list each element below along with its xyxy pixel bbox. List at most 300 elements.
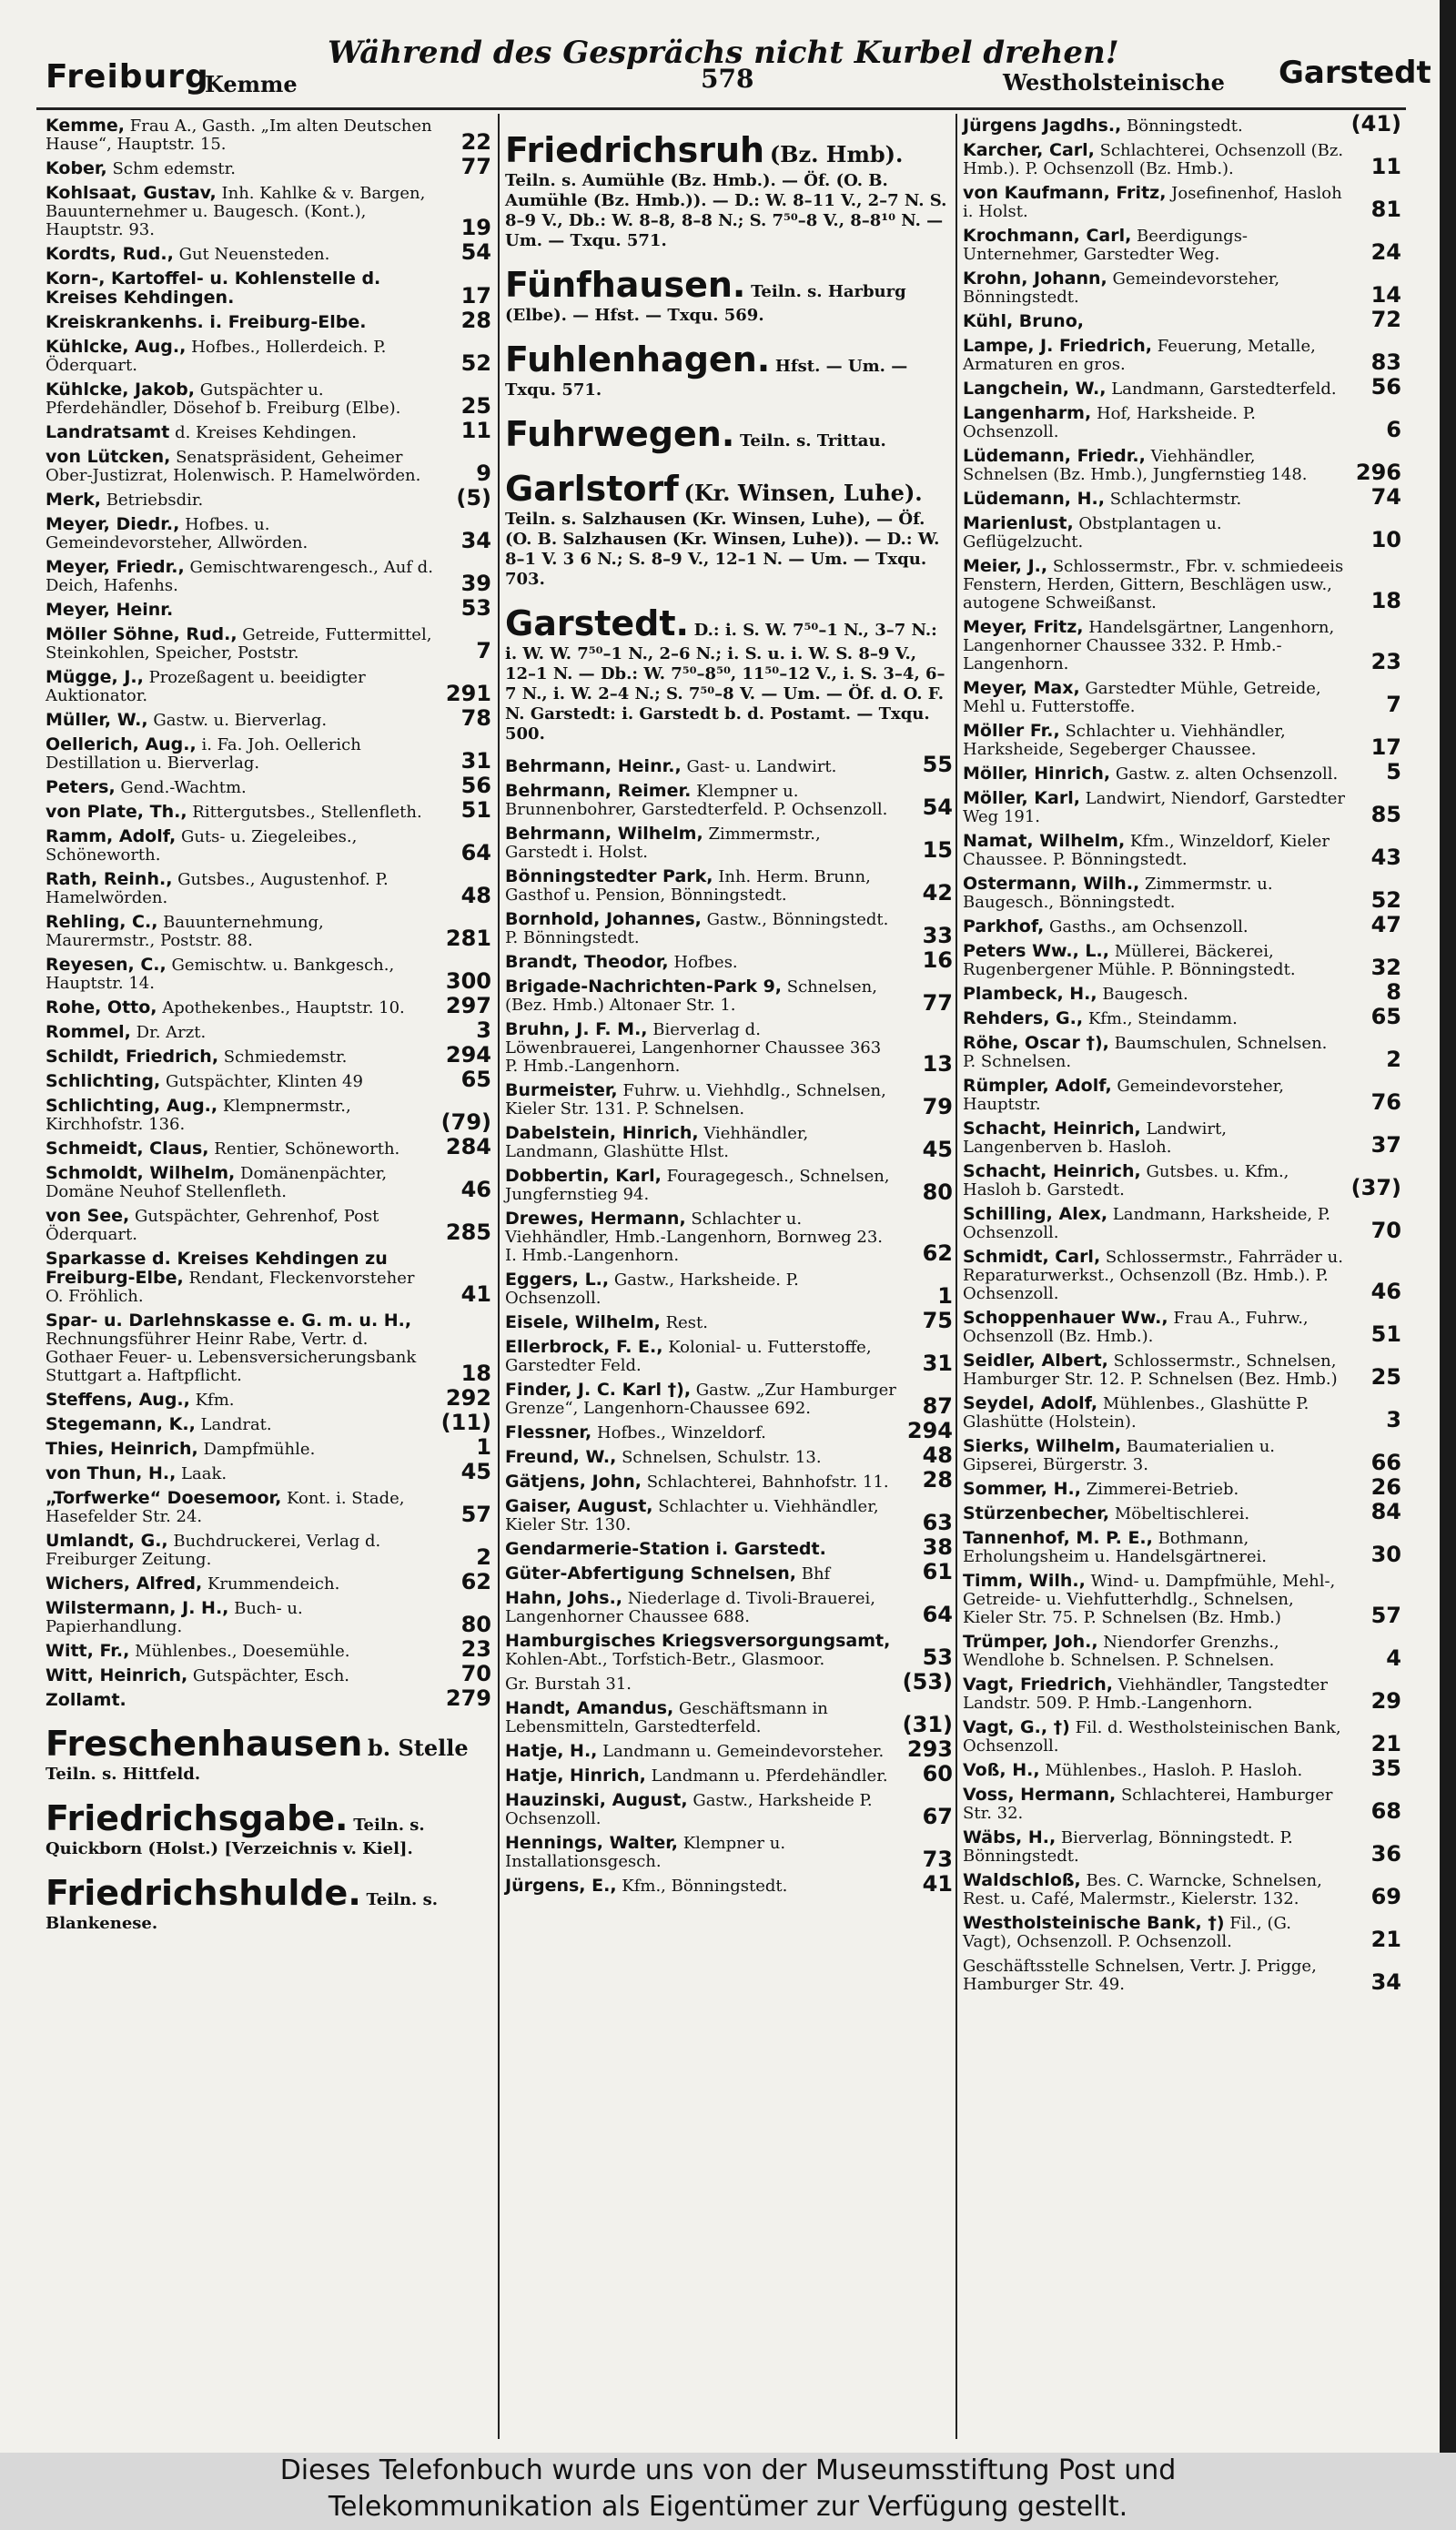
place-heading-block <box>505 129 953 251</box>
listing-details: Krummendeich. <box>207 1574 340 1594</box>
listing-details: Bhf <box>801 1564 831 1584</box>
place-info: D.: i. S. W. 7⁵⁰–1 N., 3–7 N.: i. W. W. 7⁵⁰–1 N., 2–6 N.; i. S. u. i. W. S. 8–9 V., 12–1 N. — Db.: W. 7⁵⁰–8⁵⁰, 11⁵⁰–12 V., i. S. 3–4, 6–7 N., i. W. 2–4 N.; S. 7⁵⁰–8 V. — Um. — Öf. d. O. F. N. Garstedt: i. Garstedt b. d. Postamt. — Txqu. 500. <box>505 621 945 744</box>
listing-phone-number: 15 <box>922 837 953 863</box>
listing-details: Kohlen-Abt., Torfstich-Betr., Glasmoor. <box>505 1650 825 1669</box>
listing-details: Fuhrw. u. Viehhdlg., Schnelsen, Kieler Str. 131. P. Schnelsen. <box>505 1081 886 1118</box>
listing-details: Schlossermstr., Fahrräder u. Reparaturwerkst., Ochsenzoll (Bz. Hmb.). P. Ochsenzoll. <box>963 1248 1343 1303</box>
listing-entry <box>46 1569 491 1594</box>
listing-details: Frau A., Fuhrw., Ochsenzoll (Bz. Hmb.). <box>963 1309 1309 1346</box>
listing-name: Seidler, Albert, <box>963 1351 1108 1371</box>
listing-details: Niendorfer Grenzhs., Wendlohe b. Schnelsen. P. Schnelsen. <box>963 1633 1279 1670</box>
listing-phone-number: 18 <box>460 1361 491 1386</box>
listing-phone-number: 21 <box>1370 1927 1401 1952</box>
listing-phone-number: 13 <box>922 1051 953 1077</box>
listing-name: Brandt, Theodor, <box>505 952 669 972</box>
place-name: Fünfhausen. <box>505 265 746 305</box>
listing-phone-number: 46 <box>460 1177 491 1202</box>
listing-entry <box>505 947 953 973</box>
column-1 <box>46 116 491 1947</box>
listing-name: Landratsamt <box>46 422 170 442</box>
listing-entry <box>46 1489 491 1526</box>
place-name: Friedrichsruh <box>505 130 765 170</box>
listing-phone-number: 70 <box>1370 1218 1401 1243</box>
listing-entry <box>963 789 1401 826</box>
listing-details: Gasths., am Ochsenzoll. <box>1049 917 1249 936</box>
listing-entry <box>505 1308 953 1333</box>
listing-phone-number: 294 <box>445 1042 491 1068</box>
listing-name: Wäbs, H., <box>963 1827 1057 1847</box>
listing-name: Möller Fr., <box>963 721 1060 741</box>
listing-details: Bes. C. Warncke, Schnelsen, Rest. u. Café, Malermstr., Kielerstr. 132. <box>963 1871 1322 1908</box>
listing-phone-number: 7 <box>1386 692 1401 717</box>
listing-name: Mügge, J., <box>46 667 144 687</box>
listing-phone-number: 32 <box>1370 955 1401 980</box>
listing-entry <box>963 184 1401 221</box>
listing-name: Gendarmerie-Station i. Garstedt. <box>505 1539 826 1559</box>
listing-entry <box>46 1097 491 1134</box>
place-qualifier: (Bz. Hmb). <box>769 141 904 167</box>
place-info: Teiln. s. Aumühle (Bz. Hmb.). — Öf. (O. B. Aumühle (Bz. Hmb.)). — D.: W. 8–11 V., 2–7 N. S. 8–9 V., Db.: W. 8–8, 8–8 N.; S. 7⁵⁰–8 V., 8–8¹⁰ N. — Um. — Txqu. 571. <box>505 171 947 250</box>
listing-entry <box>505 1209 953 1265</box>
listing-entry <box>46 1042 491 1068</box>
listing-name: Rehling, C., <box>46 912 158 932</box>
listing-entry <box>505 1497 953 1534</box>
listing-name: Zollamt. <box>46 1690 126 1710</box>
listing-phone-number: 34 <box>460 528 491 553</box>
listing-entry <box>505 1338 953 1375</box>
listing-entry <box>963 875 1401 912</box>
listing-entry <box>963 1394 1401 1432</box>
listing-entry <box>963 1786 1401 1823</box>
listing-name: Wilstermann, J. H., <box>46 1598 229 1618</box>
header-left-keyword: Kemme <box>205 71 298 97</box>
listing-phone-number: 46 <box>1370 1279 1401 1304</box>
place-heading-block <box>505 413 953 455</box>
listing-name: Gätjens, John, <box>505 1472 642 1492</box>
column-2 <box>505 116 953 1901</box>
listing-name: Jürgens, E., <box>505 1876 617 1896</box>
listing-phone-number: 17 <box>460 283 491 309</box>
listing-phone-number: 2 <box>476 1544 491 1570</box>
listing-entry <box>46 705 491 731</box>
listing-entry <box>46 485 491 511</box>
listing-details: Feuerung, Metalle, Armaturen en gros. <box>963 337 1316 374</box>
listing-entry <box>46 956 491 993</box>
listing-details: Handelsgärtner, Langenhorn, Langenhorner Chaussee 332. P. Hmb.-Langenhorn. <box>963 618 1335 673</box>
listing-name: von Thun, H., <box>46 1463 177 1483</box>
listing-details: Geschäftsstelle Schnelsen, Vertr. J. Prigge, Hamburger Str. 49. <box>963 1957 1317 1994</box>
listing-name: Schmoldt, Wilhelm, <box>46 1163 236 1183</box>
listing-details: Gutspächter, Esch. <box>192 1666 350 1685</box>
listing-entry <box>963 1572 1401 1627</box>
place-info: Teiln. s. Trittau. <box>740 431 886 450</box>
listing-details: Mühlenbes., Hasloh. P. Hasloh. <box>1045 1761 1303 1780</box>
listing-name: von See, <box>46 1206 130 1226</box>
listing-entry <box>963 722 1401 759</box>
listing-entry <box>963 447 1401 484</box>
listing-phone-number: 23 <box>1370 649 1401 674</box>
listing-name: Rommel, <box>46 1022 131 1042</box>
listing-details: Bauunternehmung, Maurermstr., Poststr. 88. <box>46 913 324 950</box>
listing-details: Bothmann, Erholungsheim u. Handelsgärtnerei. <box>963 1529 1267 1566</box>
listing-entry <box>46 558 491 595</box>
listing-entry <box>505 1124 953 1161</box>
listing-details: i. Fa. Joh. Oellerich Destillation u. Bierverlag. <box>46 735 361 773</box>
listing-phone-number: 291 <box>445 681 491 706</box>
listing-phone-number: 62 <box>922 1240 953 1266</box>
listing-name: Umlandt, G., <box>46 1531 168 1551</box>
listing-details: Fil., (G. Vagt), Ochsenzoll. P. Ochsenzoll. <box>963 1914 1291 1951</box>
listing-entry <box>963 269 1401 307</box>
listing-phone-number: 56 <box>460 773 491 798</box>
listing-details: Gastw., Harksheide. P. Ochsenzoll. <box>505 1270 799 1308</box>
listing-phone-number: 51 <box>1370 1321 1401 1347</box>
header-left-place: Freiburg <box>46 58 209 96</box>
listing-entry <box>963 337 1401 374</box>
listing-name: Ellerbrock, F. E., <box>505 1337 663 1357</box>
listing-entry <box>505 1020 953 1076</box>
listing-details: Inh. Kahlke & v. Bargen, Bauunternehmer u. Baugesch. (Kont.), Hauptstr. 93. <box>46 184 426 239</box>
listing-entry <box>963 1675 1401 1713</box>
listing-name: Kober, <box>46 158 107 178</box>
listing-name: Güter-Abfertigung Schnelsen, <box>505 1564 796 1584</box>
listing-name: Schlichting, <box>46 1071 161 1091</box>
listing-phone-number: 64 <box>922 1602 953 1627</box>
listing-name: Kühlcke, Jakob, <box>46 380 195 400</box>
listing-details: Mühlenbes., Glashütte P. Glashütte (Holstein). <box>963 1394 1309 1432</box>
listing-name: von Plate, Th., <box>46 802 187 822</box>
place-qualifier: b. Stelle <box>368 1735 469 1761</box>
listing-details: Baumschulen, Schnelsen. P. Schnelsen. <box>963 1034 1328 1071</box>
listing-details: Hofbes., Hollerdeich. P. Öderquart. <box>46 338 387 375</box>
listing-entry <box>505 1736 953 1762</box>
listing-details: Schlachterei, Ochsenzoll (Bz. Hmb.). P. Ochsenzoll (Bz. Hmb.). <box>963 141 1344 178</box>
listing-entry <box>46 1017 491 1043</box>
listing-phone-number: 14 <box>1370 282 1401 308</box>
listing-name: Trümper, Joh., <box>963 1632 1098 1652</box>
listing-name: Plambeck, H., <box>963 984 1097 1004</box>
listing-name: Eggers, L., <box>505 1270 610 1290</box>
listing-phone-number: 48 <box>922 1442 953 1468</box>
listing-details: Kfm. <box>195 1391 235 1410</box>
listing-entry <box>963 1871 1401 1908</box>
listing-phone-number: (11) <box>440 1410 491 1435</box>
listing-entry <box>505 1381 953 1418</box>
listing-entry <box>963 484 1401 510</box>
listing-phone-number: 61 <box>922 1559 953 1584</box>
footer-line-2: Telekommunikation als Eigentümer zur Verfügung gestellt. <box>328 2491 1128 2523</box>
listing-details: Gemischtw. u. Bankgesch., Hauptstr. 14. <box>46 956 395 993</box>
listing-entry <box>963 1756 1401 1781</box>
listing-details: Klempner u. Brunnenbohrer, Garstedterfeld. P. Ochsenzoll. <box>505 782 888 819</box>
listing-name: Möller, Karl, <box>963 788 1080 808</box>
listing-phone-number: 65 <box>460 1067 491 1092</box>
listing-phone-number: 17 <box>1370 734 1401 760</box>
listing-entry <box>46 338 491 375</box>
listing-name: Schilling, Alex, <box>963 1204 1108 1224</box>
listing-entry <box>46 797 491 823</box>
listing-details: Hofbes. <box>673 953 738 972</box>
listing-name: Hatje, H., <box>505 1741 598 1761</box>
listing-entry <box>963 759 1401 784</box>
listing-entry <box>46 1164 491 1201</box>
listing-phone-number: 5 <box>1386 759 1401 784</box>
listing-details: Fil. d. Westholsteinischen Bank, Ochsenzoll. <box>963 1718 1341 1756</box>
listing-details: Domänenpächter, Domäne Neuhof Stellenfleth. <box>46 1164 388 1201</box>
listing-entry <box>963 1162 1401 1199</box>
listing-entry <box>46 1434 491 1460</box>
listing-name: Sommer, H., <box>963 1479 1081 1499</box>
listing-details: Viehhändler, Tangstedter Landstr. 509. P. Hmb.-Langenhorn. <box>963 1675 1328 1713</box>
listing-entry <box>46 1410 491 1435</box>
listing-details: Landmann, Harksheide, P. Ochsenzoll. <box>963 1205 1331 1242</box>
listing-name: Kohlsaat, Gustav, <box>46 183 217 203</box>
listing-details: Beerdigungs-Unternehmer, Garstedter Weg. <box>963 227 1249 264</box>
listing-name: Kordts, Rud., <box>46 244 174 264</box>
listing-phone-number: 63 <box>922 1510 953 1535</box>
listing-phone-number: 47 <box>1370 912 1401 937</box>
listing-details: Landwirt, Langenberven b. Hasloh. <box>963 1119 1227 1157</box>
listing-details: Kont. i. Stade, Hasefelder Str. 24. <box>46 1489 405 1526</box>
listing-name: Seydel, Adolf, <box>963 1393 1098 1413</box>
listing-name: Freund, W., <box>505 1447 617 1467</box>
listing-details: Mühlenbes., Doesemühle. <box>135 1642 350 1661</box>
listing-name: Lampe, J. Friedrich, <box>963 336 1152 356</box>
listing-details: Gastw. „Zur Hamburger Grenze“, Langenhorn-Chaussee 692. <box>505 1381 896 1418</box>
listing-entry <box>46 668 491 705</box>
listing-phone-number: 85 <box>1370 802 1401 827</box>
listing-entry <box>46 913 491 950</box>
listing-details: Rechnungsführer Heinr Rabe, Vertr. d. Gothaer Feuer- u. Lebensversicherungsbank Stuttgart a. Haftpflicht. <box>46 1330 417 1385</box>
place-name: Fuhrwegen. <box>505 414 735 454</box>
listing-phone-number: (53) <box>902 1669 953 1695</box>
listing-name: Handt, Amandus, <box>505 1698 674 1718</box>
listing-details: Klempnermstr., Kirchhofstr. 136. <box>46 1097 351 1134</box>
listing-name: Hatje, Hinrich, <box>505 1766 646 1786</box>
listing-details: Wind- u. Dampfmühle, Mehl-, Getreide- u. Viehfutterhdlg., Schnelsen, Kieler Str. 75. P. Schnelsen (Bz. Hmb.) <box>963 1572 1336 1627</box>
listing-name: Schoppenhauer Ww., <box>963 1308 1168 1328</box>
listing-phone-number: 72 <box>1370 307 1401 332</box>
listing-entry <box>505 1834 953 1871</box>
listing-details: Apothekenbes., Hauptstr. 10. <box>162 998 405 1017</box>
listing-details: Senatspräsident, Geheimer Ober-Justizrat, Holenwisch. P. Hamelwörden. <box>46 448 421 485</box>
listing-name: Röhe, Oscar †), <box>963 1033 1109 1053</box>
listing-entry <box>963 1004 1401 1029</box>
listing-details: Rest. <box>665 1313 708 1332</box>
place-name: Friedrichshulde. <box>46 1873 361 1913</box>
listing-details: Niederlage d. Tivoli-Brauerei, Langenhorner Chaussee 688. <box>505 1589 875 1626</box>
listing-details: Schm edemstr. <box>112 159 236 178</box>
listing-name: Krohn, Johann, <box>963 268 1107 288</box>
listing-phone-number: 52 <box>1370 887 1401 913</box>
listing-name: Rohe, Otto, <box>46 997 157 1017</box>
listing-name: Krochmann, Carl, <box>963 226 1132 246</box>
listing-name: Dabelstein, Hinrich, <box>505 1123 699 1143</box>
listing-name: Peters, <box>46 777 116 797</box>
listing-entry <box>963 1499 1401 1524</box>
listing-phone-number: 34 <box>1370 1969 1401 1995</box>
listing-name: Peters Ww., L., <box>963 941 1109 961</box>
listing-name: Flessner, <box>505 1422 592 1442</box>
listing-phone-number: 296 <box>1355 460 1401 485</box>
listing-phone-number: 33 <box>922 923 953 948</box>
listing-phone-number: 21 <box>1370 1731 1401 1756</box>
place-info: Hfst. — Um. — Txqu. 571. <box>505 357 908 400</box>
header-warning: Während des Gesprächs nicht Kurbel drehen! <box>328 35 1119 71</box>
listing-phone-number: 57 <box>1370 1603 1401 1628</box>
listing-entry <box>46 269 491 308</box>
listing-phone-number: 67 <box>922 1804 953 1829</box>
listing-details: Obstplantagen u. Geflügelzucht. <box>963 514 1222 552</box>
listing-phone-number: 48 <box>460 883 491 908</box>
place-list-1 <box>46 1723 491 1934</box>
listing-entry <box>46 1532 491 1569</box>
listing-phone-number: 54 <box>922 794 953 820</box>
listing-entry <box>505 1081 953 1118</box>
listing-entry <box>963 1351 1401 1389</box>
listing-phone-number: 1 <box>476 1434 491 1460</box>
listing-entry <box>963 514 1401 552</box>
listing-entry <box>46 418 491 443</box>
listing-details: Kfm., Bönningstedt. <box>622 1877 788 1896</box>
listing-phone-number: 45 <box>460 1459 491 1484</box>
place-heading-block <box>46 1797 491 1859</box>
listing-phone-number: 56 <box>1370 374 1401 400</box>
listing-entry <box>46 735 491 773</box>
listing-entry <box>46 993 491 1018</box>
listing-details: Gut Neuensteden. <box>178 245 330 264</box>
listing-details: Landmann u. Gemeindevorsteher. <box>602 1742 885 1761</box>
listing-phone-number: 76 <box>1370 1089 1401 1115</box>
listing-details: Zimmermstr. u. Baugesch., Bönningstedt. <box>963 875 1273 912</box>
listing-details: Rendant, Fleckenvorsteher O. Fröhlich. <box>46 1269 415 1306</box>
listing-entry <box>46 1459 491 1484</box>
listing-name: Gaiser, August, <box>505 1496 653 1516</box>
listing-phone-number: 35 <box>1370 1756 1401 1781</box>
listing-entry <box>46 870 491 907</box>
listing-entry <box>46 1685 491 1711</box>
listing-name: Voß, H., <box>963 1760 1040 1780</box>
listing-details: Gastw., Bönningstedt. P. Bönningstedt. <box>505 910 889 947</box>
listing-details: Landmann u. Pferdehändler. <box>651 1766 888 1786</box>
listing-phone-number: 45 <box>922 1137 953 1162</box>
listing-phone-number: 69 <box>1370 1884 1401 1909</box>
listing-name: Namat, Wilhelm, <box>963 831 1126 851</box>
listing-phone-number: 65 <box>1370 1004 1401 1029</box>
listing-details: Hofbes. u. Gemeindevorsteher, Allwörden. <box>46 515 308 552</box>
listing-phone-number: 51 <box>460 797 491 823</box>
listing-name: von Lütcken, <box>46 447 171 467</box>
listing-name: Korn-, Kartoffel- u. Kohlenstelle d. Kreises Kehdingen. <box>46 268 381 308</box>
listing-entry <box>963 1718 1401 1756</box>
listing-phone-number: 73 <box>922 1847 953 1872</box>
listing-name: Spar- u. Darlehnskasse e. G. m. u. H., <box>46 1311 412 1331</box>
entry-list-1 <box>46 116 491 1710</box>
listing-name: Finder, J. C. Karl †), <box>505 1380 692 1400</box>
listing-details: Rittergutsbes., Stellenfleth. <box>192 803 422 822</box>
header-right-place: Garstedt <box>1279 55 1431 91</box>
listing-name: Vagt, G., †) <box>963 1717 1070 1737</box>
place-heading-block <box>505 468 953 590</box>
page-edge <box>1440 0 1456 2453</box>
place-name: Fuhlenhagen. <box>505 339 771 380</box>
listing-name: Ramm, Adolf, <box>46 826 177 846</box>
column-divider-1 <box>498 114 500 2439</box>
listing-entry <box>505 1418 953 1443</box>
listing-phone-number: 28 <box>922 1467 953 1493</box>
listing-name: Eisele, Wilhelm, <box>505 1312 661 1332</box>
listing-entry <box>46 595 491 621</box>
listing-entry <box>963 404 1401 441</box>
listing-name: Meyer, Diedr., <box>46 514 180 534</box>
place-heading-block <box>505 602 953 744</box>
listing-phone-number: 53 <box>460 595 491 621</box>
listing-entry <box>46 239 491 265</box>
listing-name: Wichers, Alfred, <box>46 1574 203 1594</box>
listing-entry <box>963 141 1401 178</box>
page-number: 578 <box>701 64 754 94</box>
listing-name: Kühlcke, Aug., <box>46 337 187 357</box>
listing-details: Baugesch. <box>1102 985 1188 1004</box>
listing-name: Dobbertin, Karl, <box>505 1166 662 1186</box>
listing-details: Schmiedemstr. <box>223 1047 348 1067</box>
listing-phone-number: 285 <box>445 1219 491 1245</box>
listing-details: Gemischtwarengesch., Auf d. Deich, Hafenhs. <box>46 558 433 595</box>
listing-phone-number: 77 <box>922 990 953 1016</box>
listing-phone-number: 60 <box>922 1761 953 1786</box>
listing-entry <box>505 782 953 819</box>
listing-name: Lüdemann, Friedr., <box>963 446 1146 466</box>
listing-entry <box>963 557 1401 612</box>
page-header <box>0 0 1431 107</box>
listing-details: Dr. Arzt. <box>136 1023 207 1042</box>
listing-details: Gutsbes. u. Kfm., Hasloh b. Garstedt. <box>963 1162 1289 1199</box>
listing-name: Jürgens Jagdhs., <box>963 116 1122 136</box>
listing-name: Hauzinski, August, <box>505 1790 688 1810</box>
listing-name: Reyesen, C., <box>46 955 167 975</box>
listing-details: Frau A., Gasth. „Im alten Deutschen Hause“, Hauptstr. 15. <box>46 116 432 154</box>
listing-entry <box>505 867 953 905</box>
listing-name: Witt, Fr., <box>46 1641 130 1661</box>
listing-phone-number: 41 <box>460 1281 491 1307</box>
place-info: Teiln. s. Salzhausen (Kr. Winsen, Luhe), — Öf. (O. B. Salzhausen (Kr. Winsen, Luhe)). — D.: W. 8–1 V. 3 6 N.; S. 8–9 V., 12–1 N. — Um. — Txqu. 703. <box>505 510 940 589</box>
column-divider-2 <box>956 114 957 2439</box>
header-right-keyword: Westholsteinische <box>1003 69 1225 96</box>
listing-phone-number: 55 <box>922 752 953 777</box>
listing-details: Baumaterialien u. Gipserei, Bürgerstr. 3. <box>963 1437 1276 1474</box>
listing-entry <box>505 825 953 862</box>
listing-details: Josefinenhof, Hasloh i. Holst. <box>963 184 1342 221</box>
listing-details: Buch- u. Papierhandlung. <box>46 1599 303 1636</box>
listing-name: Hamburgisches Kriegsversorgungsamt, <box>505 1631 891 1651</box>
listing-phone-number: (5) <box>456 485 491 511</box>
listing-details: Laak. <box>181 1464 228 1483</box>
listing-entry <box>963 618 1401 673</box>
listing-entry <box>963 912 1401 937</box>
listing-details: Möbeltischlerei. <box>1114 1504 1250 1523</box>
place-list-2 <box>505 129 953 744</box>
listing-phone-number: 279 <box>445 1685 491 1711</box>
listing-details: Betriebsdir. <box>106 491 204 510</box>
listing-name: Steffens, Aug., <box>46 1390 190 1410</box>
listing-phone-number: 28 <box>460 308 491 333</box>
listing-details: Rentier, Schöneworth. <box>214 1139 400 1159</box>
listing-entry <box>505 1534 953 1560</box>
listing-name: Merk, <box>46 490 102 510</box>
listing-entry <box>46 448 491 485</box>
listing-phone-number: 54 <box>460 239 491 265</box>
listing-name: Rehders, G., <box>963 1008 1084 1028</box>
